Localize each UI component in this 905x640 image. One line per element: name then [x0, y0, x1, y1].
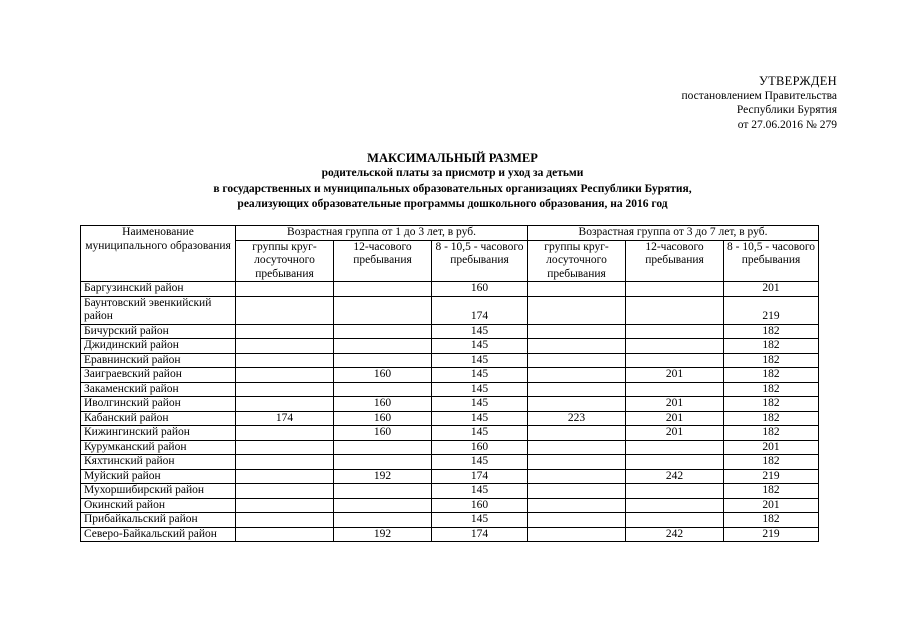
fee-cell [334, 513, 432, 528]
subheader-8-10-hour: 8 - 10,5 - часового пребывания [724, 240, 819, 282]
district-name: Кабанский район [81, 411, 236, 426]
table-row [81, 339, 819, 354]
fee-cell [626, 484, 724, 499]
fee-cell: 201 [724, 440, 819, 455]
district-name: Джидинский район [81, 339, 236, 354]
fee-cell [236, 455, 334, 470]
fee-cell [528, 498, 626, 513]
fee-cell [528, 324, 626, 339]
fee-cell: 182 [724, 411, 819, 426]
fee-cell [528, 339, 626, 354]
approval-decree: постановлением Правительства [681, 89, 837, 102]
fee-cell [528, 296, 626, 324]
table-row [81, 455, 819, 470]
fee-cell [626, 382, 724, 397]
fee-cell [236, 282, 334, 297]
fee-cell [236, 513, 334, 528]
fee-cell: 182 [724, 324, 819, 339]
fee-cell: 145 [432, 353, 528, 368]
fee-cell [236, 397, 334, 412]
fee-cell: 160 [334, 397, 432, 412]
fee-cell: 145 [432, 426, 528, 441]
title-line-4: реализующих образовательные программы дошкольного образования, на 2016 год [237, 198, 668, 210]
table-row [81, 296, 819, 324]
title-line-3: в государственных и муниципальных образовательных организациях Республики Бурятия, [213, 182, 692, 195]
fee-cell: 145 [432, 397, 528, 412]
fee-cell [626, 324, 724, 339]
document-title [0, 150, 905, 213]
fee-cell [334, 282, 432, 297]
fee-cell [528, 513, 626, 528]
fee-cell [236, 339, 334, 354]
district-name: Мухоршибирский район [81, 484, 236, 499]
fee-cell [236, 469, 334, 484]
fee-cell: 160 [432, 440, 528, 455]
fee-cell [334, 324, 432, 339]
header-name: Наименование муниципального образования [81, 226, 236, 282]
table-row [81, 469, 819, 484]
fee-cell [528, 469, 626, 484]
fee-table [80, 225, 819, 542]
district-name: Заиграевский район [81, 368, 236, 383]
fee-cell [626, 513, 724, 528]
approval-date: от 27.06.2016 № 279 [737, 118, 837, 131]
fee-cell: 219 [724, 469, 819, 484]
district-name: Еравнинский район [81, 353, 236, 368]
subheader-round-the-clock: группы круг-лосуточного пребывания [528, 240, 626, 282]
fee-cell: 201 [724, 498, 819, 513]
district-name: Бичурский район [81, 324, 236, 339]
table-row [81, 411, 819, 426]
fee-cell: 160 [432, 498, 528, 513]
fee-cell [334, 339, 432, 354]
fee-cell [528, 282, 626, 297]
table-row [81, 527, 819, 542]
table-row [81, 484, 819, 499]
fee-cell [626, 455, 724, 470]
title-main: МАКСИМАЛЬНЫЙ РАЗМЕР [367, 151, 538, 165]
fee-cell: 174 [432, 296, 528, 324]
table-row [81, 426, 819, 441]
header-group-1-3: Возрастная группа от 1 до 3 лет, в руб. [236, 226, 528, 241]
table-row [81, 440, 819, 455]
fee-cell: 182 [724, 397, 819, 412]
district-name: Закаменский район [81, 382, 236, 397]
subheader-round-the-clock: группы круг-лосуточного пребывания [236, 240, 334, 282]
fee-cell [528, 455, 626, 470]
fee-cell [626, 296, 724, 324]
fee-cell: 192 [334, 527, 432, 542]
fee-cell [334, 382, 432, 397]
fee-cell [236, 426, 334, 441]
fee-cell: 145 [432, 484, 528, 499]
table-row [81, 353, 819, 368]
fee-cell: 145 [432, 455, 528, 470]
fee-cell: 182 [724, 353, 819, 368]
district-name: Кижингинский район [81, 426, 236, 441]
district-name: Курумканский район [81, 440, 236, 455]
fee-cell: 160 [334, 368, 432, 383]
fee-cell: 201 [626, 368, 724, 383]
table-row [81, 513, 819, 528]
table-row [81, 324, 819, 339]
fee-cell: 182 [724, 339, 819, 354]
fee-cell: 145 [432, 411, 528, 426]
district-name: Кяхтинский район [81, 455, 236, 470]
table-row [81, 282, 819, 297]
district-name: Баргузинский район [81, 282, 236, 297]
fee-cell: 192 [334, 469, 432, 484]
fee-cell [626, 339, 724, 354]
fee-cell [236, 353, 334, 368]
fee-cell: 145 [432, 382, 528, 397]
fee-cell: 145 [432, 513, 528, 528]
fee-cell [334, 498, 432, 513]
header-group-3-7: Возрастная группа от 3 до 7 лет, в руб. [528, 226, 819, 241]
fee-cell [236, 484, 334, 499]
fee-cell: 145 [432, 368, 528, 383]
fee-cell: 182 [724, 484, 819, 499]
fee-cell: 145 [432, 324, 528, 339]
district-name: Окинский район [81, 498, 236, 513]
district-name: Северо-Байкальский район [81, 527, 236, 542]
fee-cell [528, 440, 626, 455]
fee-cell [528, 353, 626, 368]
fee-cell: 160 [334, 411, 432, 426]
fee-cell: 201 [626, 397, 724, 412]
table-row [81, 368, 819, 383]
fee-cell: 182 [724, 455, 819, 470]
fee-cell [528, 426, 626, 441]
fee-cell: 219 [724, 527, 819, 542]
fee-cell: 182 [724, 368, 819, 383]
fee-cell [334, 455, 432, 470]
subheader-8-10-hour: 8 - 10,5 - часового пребывания [432, 240, 528, 282]
fee-cell [528, 382, 626, 397]
fee-cell [528, 484, 626, 499]
fee-cell [528, 527, 626, 542]
fee-cell [626, 282, 724, 297]
fee-cell: 174 [432, 527, 528, 542]
fee-cell [626, 498, 724, 513]
fee-cell: 201 [626, 426, 724, 441]
fee-cell: 174 [432, 469, 528, 484]
district-name: Иволгинский район [81, 397, 236, 412]
fee-cell [334, 440, 432, 455]
subheader-12-hour: 12-часового пребывания [626, 240, 724, 282]
district-name: Прибайкальский район [81, 513, 236, 528]
fee-cell: 242 [626, 469, 724, 484]
approval-stamp [681, 74, 837, 132]
approval-heading: УТВЕРЖДЕН [758, 74, 837, 88]
district-name: Баунтовский эвенкийский район [81, 296, 236, 324]
fee-cell: 201 [724, 282, 819, 297]
fee-cell: 223 [528, 411, 626, 426]
fee-cell [236, 296, 334, 324]
fee-cell: 219 [724, 296, 819, 324]
fee-cell: 242 [626, 527, 724, 542]
approval-republic: Республики Бурятия [736, 104, 837, 116]
table-row [81, 397, 819, 412]
fee-cell [626, 440, 724, 455]
fee-cell: 201 [626, 411, 724, 426]
fee-cell [236, 324, 334, 339]
fee-cell [236, 440, 334, 455]
fee-cell: 160 [334, 426, 432, 441]
fee-cell [236, 368, 334, 383]
fee-cell: 145 [432, 339, 528, 354]
fee-cell [626, 353, 724, 368]
table-row [81, 382, 819, 397]
fee-cell: 182 [724, 513, 819, 528]
title-line-2: родительской платы за присмотр и уход за детьми [321, 167, 584, 179]
fee-cell [334, 296, 432, 324]
fee-cell: 182 [724, 426, 819, 441]
fee-cell [236, 382, 334, 397]
fee-cell [334, 353, 432, 368]
fee-cell [236, 527, 334, 542]
subheader-12-hour: 12-часового пребывания [334, 240, 432, 282]
fee-cell: 160 [432, 282, 528, 297]
fee-cell: 182 [724, 382, 819, 397]
fee-cell [334, 484, 432, 499]
fee-cell [236, 498, 334, 513]
fee-cell [528, 368, 626, 383]
fee-cell: 174 [236, 411, 334, 426]
fee-cell [528, 397, 626, 412]
table-row [81, 498, 819, 513]
district-name: Муйский район [81, 469, 236, 484]
